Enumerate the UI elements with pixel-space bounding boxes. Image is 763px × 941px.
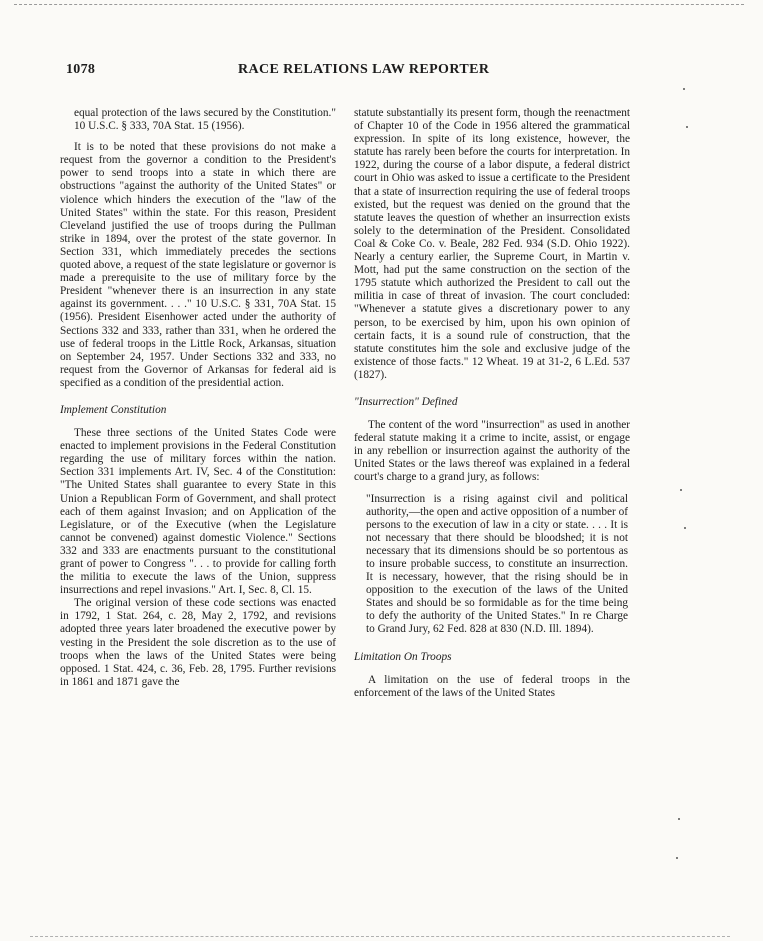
right-paragraph-1: statute substantially its present form, though the reenactment of Chapter 10 of the Code in 1956 altered the grammatical expression. In spite of its long existence, however, the statute has rarely been before the courts for interpretation. In 1922, during the course of a labor dispute, a federal district court in Ohio was asked to issue a certificate to the President that a state of insurrection requiring the use of federal troops existed, but the request was denied on the ground that the statute leaves the question of whether an insurrection exists solely to the determination of the President. Consolidated Coal & Coke Co. v. Beale, 282 Fed. 934 (S.D. Ohio 1922). Nearly a century earlier, the Supreme Court, in Martin v. Mott, had put the same construction on the section of the 1795 statute which authorized the President to call out the militia in case of threat of invasion. The court concluded: "Whenever a statute gives a discretionary power to any person, to be exercised by him, upon his own opinion of certain facts, it is a sound rule of construction, that the statute constitutes him the sole and exclusive judge of the existence of those facts." 12 Wheat. 19 at 31-2, 6 L.Ed. 537 (1827). [354,107,630,381]
left-column [60,107,336,689]
section-heading-limitation-on-troops: Limitation On Troops [354,650,452,663]
right-column [354,107,630,700]
right-paragraph-2: The content of the word "insurrection" as used in another federal statute making it a crime to incite, assist, or engage in any rebellion or insurrection against the authority of the United States or the laws thereof was explained in a federal court's charge to a grand jury, as follows: [354,419,630,484]
section-heading-insurrection-defined: "Insurrection" Defined [354,395,458,408]
left-paragraph-1: equal protection of the laws secured by the Constitution." 10 U.S.C. § 333, 70A Stat. 15 (1956). [74,107,336,133]
scan-speck [678,818,680,820]
scan-speck [686,126,688,128]
section-heading-implement-constitution: Implement Constitution [60,403,167,416]
grand-jury-quote: "Insurrection is a rising against civil and political authority,—the open and active opposition of a number of persons to the execution of law in a city or state. . . . It is not necessary that there should be bloodshed; it is not necessary that its dimensions should be so portentous as to insure probable success, to constitute an insurrection. It is necessary, however, that the rising should be in opposition to the execution of the laws of the United States and should be so formidable as for the time being to defy the authority of the United States." In re Charge to Grand Jury, 62 Fed. 828 at 830 (N.D. Ill. 1894). [366,492,628,636]
scan-speck [684,527,686,529]
running-title: RACE RELATIONS LAW REPORTER [238,62,490,77]
right-paragraph-3: A limitation on the use of federal troops in the enforcement of the laws of the United States [354,673,630,699]
left-paragraph-4: The original version of these code sections was enacted in 1792, 1 Stat. 264, c. 28, May 2, 1792, and revisions adopted three years later broadened the executive power by vesting in the President the sole discretion as to the use of troops when the laws of the United States were being opposed. 1 Stat. 424, c. 36, Feb. 28, 1795. Further revisions in 1861 and 1871 gave the [60,597,336,688]
left-paragraph-3: These three sections of the United States Code were enacted to implement provisions in the Federal Constitution regarding the use of military forces within the nation. Section 331 implements Art. IV, Sec. 4 of the Constitution: "The United States shall guarantee to every State in this Union a Republican Form of Government, and shall protect each of them against Invasion; and on Application of the Legislature, or of the Executive (when the Legislature cannot be convened) against domestic Violence." Sections 332 and 333 are enactments pursuant to the constitutional grant of power to Congress ". . . to provide for calling forth the militia to execute the laws of the Union, suppress insurrections and repel invasions." Art. I, Sec. 8, Cl. 15. [60,427,336,597]
top-scan-edge [14,4,744,5]
scan-speck [676,857,678,859]
page-number: 1078 [66,62,96,77]
scan-speck [680,489,682,491]
left-paragraph-2: It is to be noted that these provisions do not make a request from the governor a condition to the President's power to send troops into a state in which there are obstructions "against the authority of the United States" or violence which hinders the execution of the "law of the United States" within the state. For this reason, President Cleveland justified the use of troops during the Pullman strike in 1894, over the protest of the state governor. In Section 331, which immediately precedes the sections quoted above, a request of the state legislature or governor is made a prerequisite to the use of military force by the President "whenever there is an insurrection in any state against its government. . . ." 10 U.S.C. § 331, 70A Stat. 15 (1956). President Eisenhower acted under the authority of Sections 332 and 333, rather than 331, when he ordered the use of federal troops in the Little Rock, Arkansas, situation on September 24, 1957. Under Sections 332 and 333, no request from the Governor of Arkansas for federal aid is specified as a condition of the presidential action. [60,141,336,389]
scan-speck [683,88,685,90]
bottom-scan-edge [30,936,730,937]
